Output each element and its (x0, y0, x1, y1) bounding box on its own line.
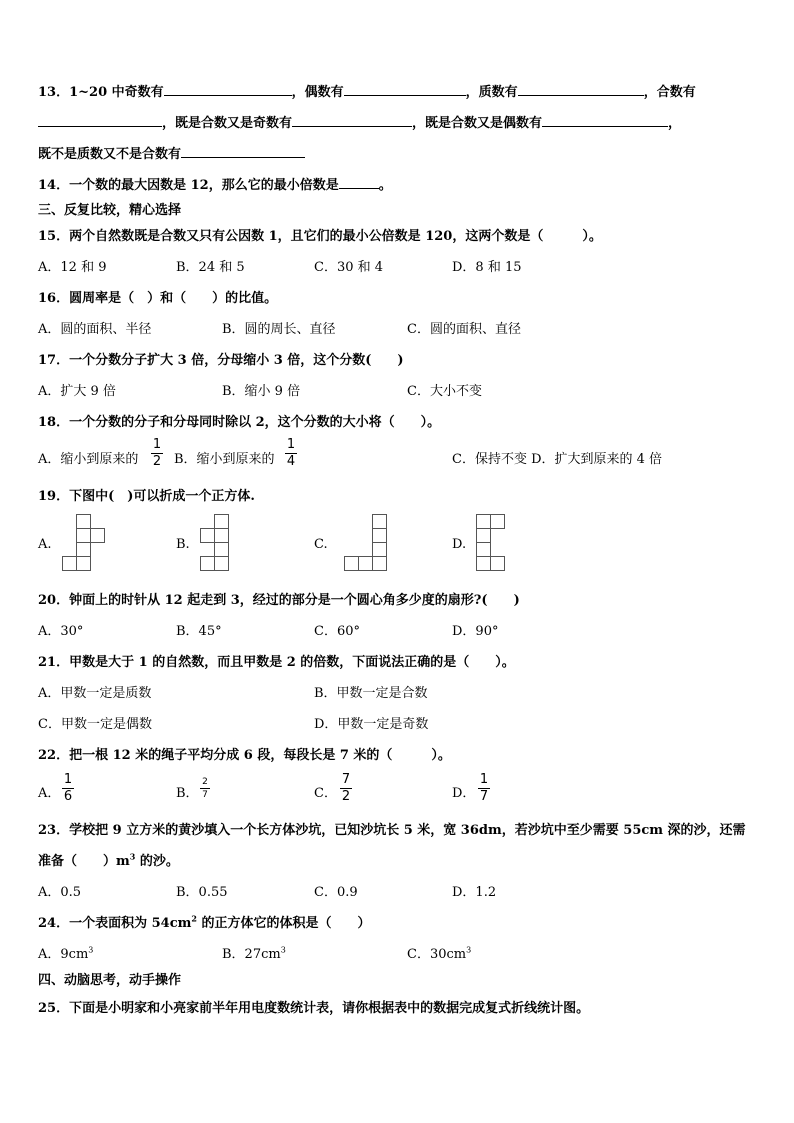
q21-option-d[interactable]: D．甲数一定是奇数 (314, 717, 429, 732)
q13-blank-neither[interactable] (181, 144, 305, 158)
q23-option-b[interactable]: B．0.55 (176, 885, 228, 900)
q13-blank-odd[interactable] (164, 82, 292, 96)
q21-text: 21．甲数是大于 1 的自然数，而且甲数是 2 的倍数，下面说法正确的是（ ）。 (38, 655, 515, 670)
q23-option-a[interactable]: A．0.5 (38, 885, 82, 900)
fraction-numerator: 1 (479, 772, 489, 787)
q16-text: 16．圆周率是（ ）和（ ）的比值。 (38, 291, 278, 306)
q21-option-a[interactable]: A．甲数一定是质数 (38, 686, 152, 701)
q18-options-c-d[interactable]: C．保持不变 D．扩大到原来的 4 倍 (452, 452, 663, 467)
q19-label-c[interactable]: C. (314, 537, 328, 552)
q17-text: 17．一个分数分子扩大 3 倍，分母缩小 3 倍，这个分数( ) (38, 353, 404, 368)
q17-option-c[interactable]: C．大小不变 (407, 384, 482, 399)
q16-option-c[interactable]: C．圆的面积、直径 (407, 322, 521, 337)
fraction-numerator: 1 (63, 772, 73, 787)
q13-line1: 13．1~20 中奇数有 ，偶数有 ，质数有 ，合数有 (38, 82, 696, 102)
q22-option-d-fraction (478, 773, 490, 804)
q21-option-b[interactable]: B．甲数一定是合数 (314, 686, 428, 701)
q17-option-a[interactable]: A．扩大 9 倍 (38, 384, 116, 399)
q13-blank-even[interactable] (344, 82, 466, 96)
fraction-numerator: 7 (341, 772, 351, 787)
q13-blank-composite-even[interactable] (542, 113, 668, 127)
q15-option-a[interactable]: A．12 和 9 (38, 260, 107, 275)
q23-text-line2: 准备（ ）$m^3$ 的沙。 (38, 851, 179, 869)
q19-label-d[interactable]: D. (452, 537, 467, 552)
fraction-numerator: 1 (286, 437, 296, 452)
fraction-denominator: 2 (341, 789, 351, 804)
q13-line3: 既不是质数又不是合数有 (38, 144, 305, 164)
fraction-denominator: 4 (286, 454, 296, 469)
q22-option-c-fraction (340, 773, 352, 804)
q19-label-a[interactable]: A. (38, 537, 52, 552)
q22-option-c[interactable]: C． (314, 786, 337, 801)
section-3-heading: 三、反复比较，精心选择 (38, 203, 182, 218)
fraction-bar (200, 788, 210, 789)
q20-option-c[interactable]: C．60° (314, 624, 360, 639)
q21-option-c[interactable]: C．甲数一定是偶数 (38, 717, 152, 732)
q14: 14．一个数的最大因数是 12，那么它的最小倍数是 。 (38, 175, 392, 195)
q13-blank-prime[interactable] (518, 82, 644, 96)
q18-option-b[interactable]: B．缩小到原来的 (174, 452, 275, 467)
q24-text: 24．一个表面积为 $54cm^2$ 的正方体它的体积是（ ） (38, 913, 371, 931)
fraction-denominator: 2 (152, 454, 162, 469)
fraction-numerator: 2 (202, 777, 208, 787)
q15-option-c[interactable]: C．30 和 4 (314, 260, 384, 275)
q23-option-c[interactable]: C．0.9 (314, 885, 358, 900)
q16-option-a[interactable]: A．圆的面积、半径 (38, 322, 152, 337)
section-4-heading: 四、动脑思考，动手操作 (38, 973, 182, 988)
q20-option-b[interactable]: B．45° (176, 624, 222, 639)
fraction-denominator: 7 (479, 789, 489, 804)
fraction-numerator: 1 (152, 437, 162, 452)
q19-label-b[interactable]: B. (176, 537, 190, 552)
q22-option-b-fraction (200, 777, 210, 800)
fraction-denominator: 7 (202, 790, 208, 800)
q23-option-d[interactable]: D．1.2 (452, 885, 497, 900)
q24-option-b[interactable]: B．$27cm^3$ (222, 945, 286, 962)
q20-option-a[interactable]: A．30° (38, 624, 84, 639)
q24-option-c[interactable]: C．$30cm^3$ (407, 945, 472, 962)
q22-text: 22．把一根 12 米的绳子平均分成 6 段，每段长是 7 米的（ ）。 (38, 748, 451, 763)
fraction-denominator: 6 (63, 789, 73, 804)
q19-net-c (344, 514, 390, 574)
q22-option-a-fraction (62, 773, 74, 804)
q19-text: 19．下图中( )可以折成一个正方体. (38, 489, 255, 504)
q13-blank-composite-odd[interactable] (292, 113, 412, 127)
q18-option-a-fraction (151, 438, 163, 469)
q24-option-a[interactable]: A．$9cm^3$ (38, 945, 94, 962)
q16-option-b[interactable]: B．圆的周长、直径 (222, 322, 336, 337)
q15-option-b[interactable]: B．24 和 5 (176, 260, 245, 275)
q25-text: 25．下面是小明家和小亮家前半年用电度数统计表，请你根据表中的数据完成复式折线统计图。 (38, 1001, 590, 1016)
q23-text-line1: 23．学校把 9 立方米的黄沙填入一个长方体沙坑，已知沙坑长 5 米，宽 36dm，若沙坑中至少需要 55cm 深的沙，还需 (38, 823, 746, 838)
q18-text: 18．一个分数的分子和分母同时除以 2，这个分数的大小将（ ）。 (38, 415, 441, 430)
q13-blank-composite[interactable] (38, 113, 162, 127)
q19-net-a (62, 514, 108, 574)
q15-text: 15．两个自然数既是合数又只有公因数 1，且它们的最小公倍数是 120，这两个数是（ ）。 (38, 229, 602, 244)
q22-option-d[interactable]: D． (452, 786, 476, 801)
q22-option-b[interactable]: B． (176, 786, 199, 801)
q17-option-b[interactable]: B．缩小 9 倍 (222, 384, 301, 399)
q18-option-a[interactable]: A．缩小到原来的 (38, 452, 139, 467)
q22-option-a[interactable]: A． (38, 786, 61, 801)
q19-net-b (200, 514, 232, 574)
q20-text: 20．钟面上的时针从 12 起走到 3，经过的部分是一个圆心角多少度的扇形?( ) (38, 593, 520, 608)
q19-net-d (476, 514, 508, 574)
q18-option-b-fraction (285, 438, 297, 469)
q13-line2: ，既是合数又是奇数有 ，既是合数又是偶数有 ， (38, 113, 681, 133)
q20-option-d[interactable]: D．90° (452, 624, 499, 639)
q15-option-d[interactable]: D．8 和 15 (452, 260, 522, 275)
q14-blank[interactable] (339, 175, 379, 189)
